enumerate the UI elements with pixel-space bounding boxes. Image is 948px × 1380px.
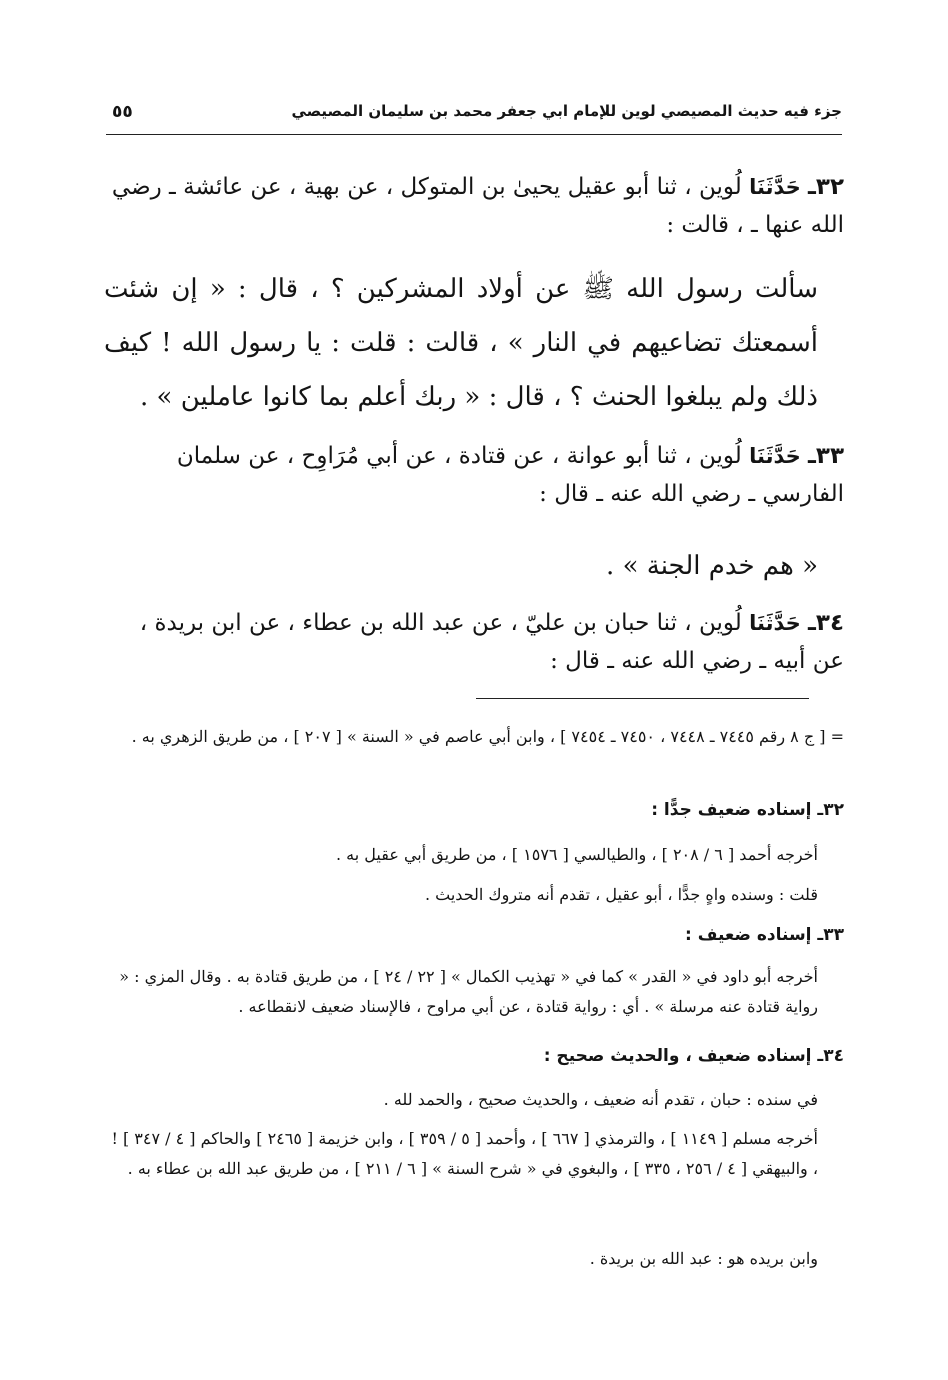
footnote-34-line: في سنده : حبان ، تقدم أنه ضعيف ، والحديث صحيح ، والحمد لله . (383, 1090, 818, 1109)
footnote-continuation: = [ ج ٨ رقم ٧٤٤٥ ـ ٧٤٤٨ ، ٧٤٥٠ ـ ٧٤٥٤ ] ، وابن أبي عاصم في « السنة » [ ٢٠٧ ] ، من طريق الزهري به . (131, 727, 844, 746)
hadith-number: ٣٣ـ (808, 443, 844, 469)
footnote-33-text: أخرجه أبو داود في « القدر » كما في « تهذيب الكمال » [ ٢٢ / ٢٤ ] ، من طريق قتادة به . وقال المزي : « رواية قتادة عنه مرسلة » . أي : رواية قتادة ، عن أبي مراوح ، فالإسناد ضعيف لانقطاعه . (119, 967, 818, 1016)
hadith-33-matn: « هم خدم الجنة » . (606, 551, 818, 581)
isnad-text: لُوين ، ثنا أبو عوانة ، عن قتادة ، عن أبي مُرَاوِح ، عن سلمان الفارسي ـ رضي الله عنه ـ قال : (176, 443, 844, 507)
running-title: جزء فيه حديث المصيصي لوين للإمام ابي جعفر محمد بن سليمان المصيصي (291, 102, 842, 120)
footnote-34-last: وابن بريده هو : عبد الله بن بريدة . (589, 1249, 818, 1268)
isnad-text: لُوين ، ثنا أبو عقيل يحيىٰ بن المتوكل ، عن بهية ، عن عائشة ـ رضي الله عنها ـ ، قالت : (111, 174, 844, 238)
hadith-32-isnad (104, 168, 844, 244)
footnote-34-text: أخرجه مسلم [ ١١٤٩ ] ، والترمذي [ ٦٦٧ ] ، وأحمد [ ٥ / ٣٥٩ ] ، وابن خزيمة [ ٢٤٦٥ ] والحاكم [ ٤ / ٣٤٧ ] ! ، والبيهقي [ ٤ / ٢٥٦ ، ٣٣٥ ] ، والبغوي في « شرح السنة » [ ٦ / ٢١١ ] ، من طريق عبد الله بن عطاء به . (111, 1129, 818, 1178)
hadith-32-matn: سألت رسول الله ﷺ عن أولاد المشركين ؟ ، قال : « إن شئت أسمعتك تضاعيهم في النار » ، قالت : قلت : يا رسول الله ! كيف ذلك ولم يبلغوا الحنث ؟ ، قال : « ربك أعلم بما كانوا عاملين » . (104, 274, 818, 412)
page-number: ٥٥ (112, 102, 133, 122)
hadith-number: ٣٢ـ (808, 174, 844, 200)
footnote-32-line: قلت : وسنده واهٍ جدًّا ، أبو عقيل ، تقدم أنه متروك الحديث . (424, 885, 818, 904)
hadith-number: ٣٤ـ (808, 610, 844, 636)
footnote-33-heading: ٣٣ـ إسناده ضعيف : (685, 925, 844, 945)
footnote-34-heading: ٣٤ـ إسناده ضعيف ، والحديث صحيح : (543, 1046, 844, 1066)
footnote-32-heading: ٣٢ـ إسناده ضعيف جدًّا : (651, 800, 844, 820)
hadith-33-isnad (104, 437, 844, 513)
footnote-32-line: أخرجه أحمد [ ٦ / ٢٠٨ ] ، والطيالسي [ ١٥٧٦ ] ، من طريق أبي عقيل به . (335, 845, 818, 864)
haddathana-word: حَدَّثَنَا (749, 175, 801, 199)
isnad-text: لُوين ، ثنا حبان بن عليّ ، عن عبد الله بن عطاء ، عن ابن بريدة ، عن أبيه ـ رضي الله عنه ـ قال : (139, 610, 844, 674)
haddathana-word: حَدَّثَنَا (749, 611, 801, 635)
page-header (106, 100, 842, 130)
hadith-34-isnad (104, 604, 844, 680)
footnote-separator (476, 698, 809, 699)
haddathana-word: حَدَّثَنَا (749, 444, 801, 468)
header-rule (106, 134, 842, 135)
